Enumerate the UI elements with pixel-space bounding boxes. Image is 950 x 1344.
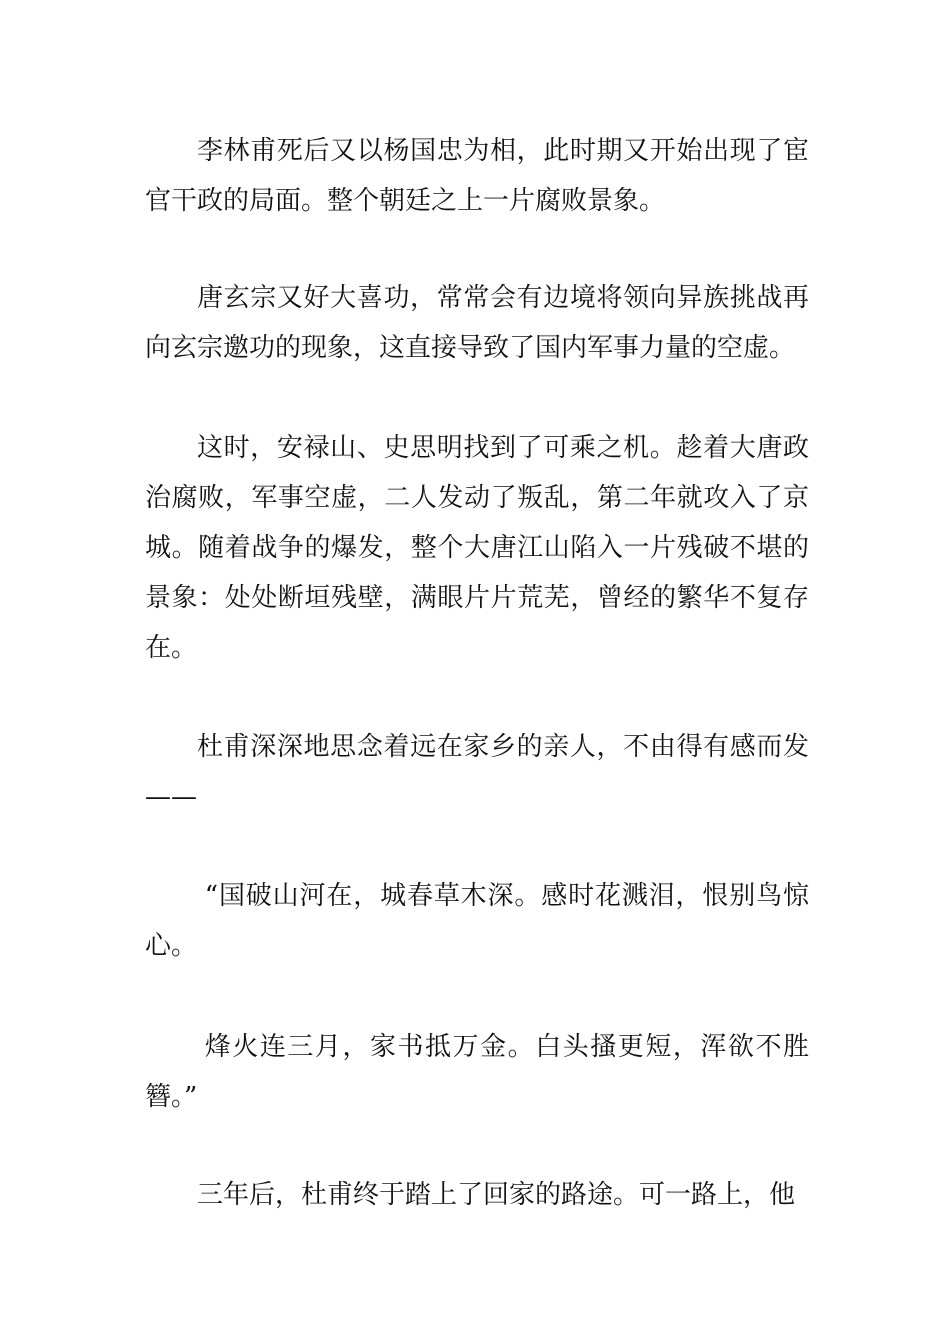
paragraph-3: 这时，安禄山、史思明找到了可乘之机。趁着大唐政治腐败，军事空虚，二人发动了叛乱，第二年就攻入了京城。随着战争的爆发，整个大唐江山陷入一片残破不堪的景象：处处断垣残壁，满眼片片荒芜，曾经的繁华不复存在。 <box>145 433 809 663</box>
paragraph-1: 李林甫死后又以杨国忠为相，此时期又开始出现了宦官干政的局面。整个朝廷之上一片腐败景象。 <box>145 136 809 216</box>
poem-line-1: “国破山河在，城春草木深。感时花溅泪，恨别鸟惊心。 <box>145 881 809 961</box>
poem-line-2: 烽火连三月，家书抵万金。白头搔更短，浑欲不胜簪。” <box>145 1032 809 1112</box>
paragraph-4: 杜甫深深地思念着远在家乡的亲人，不由得有感而发—— <box>145 732 809 812</box>
paragraph-5: 三年后，杜甫终于踏上了回家的路途。可一路上，他 <box>197 1180 796 1210</box>
paragraph-2: 唐玄宗又好大喜功，常常会有边境将领向异族挑战再向玄宗邀功的现象，这直接导致了国内军事力量的空虚。 <box>145 283 809 363</box>
